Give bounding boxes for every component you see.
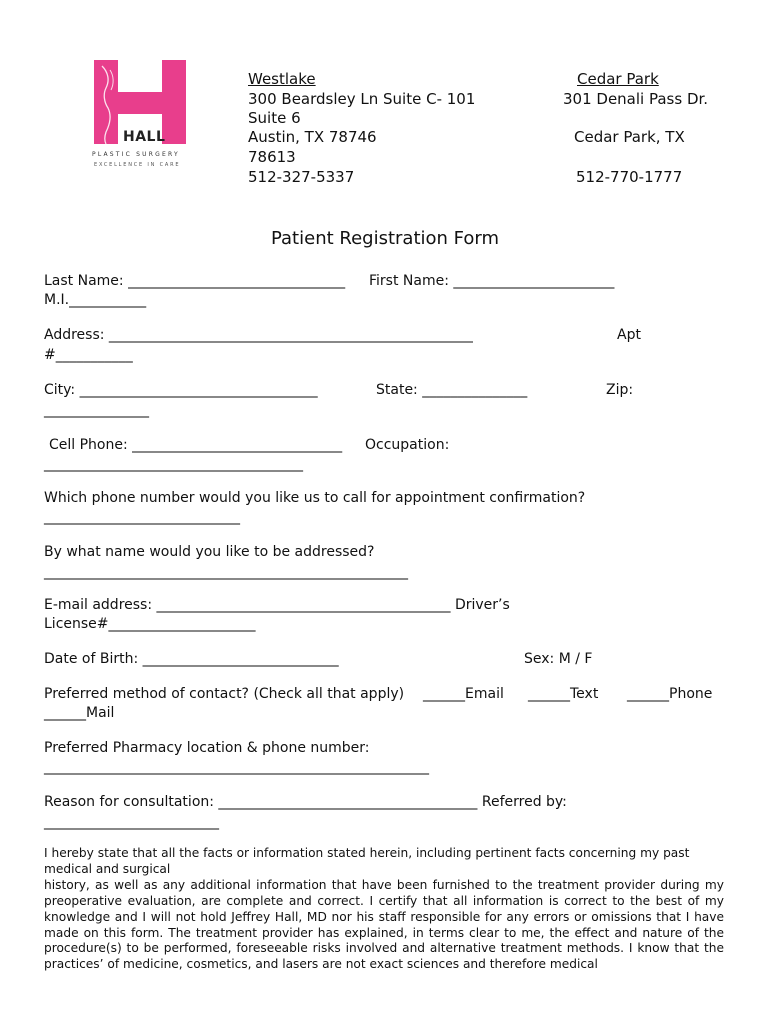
zip-field[interactable]: _______________ — [44, 402, 149, 418]
referred-by-field[interactable]: _________________________ — [44, 814, 219, 830]
contact-phone-option[interactable]: ______Phone — [627, 686, 713, 702]
consent-line: I hereby state that all the facts or information stated herein, including pertinent facts concerning my past medical and surgical — [44, 846, 690, 876]
occupation-label: Occupation: — [365, 437, 450, 453]
cedar-park-address-line: 301 Denali Pass Dr. — [563, 90, 709, 108]
hall-plastic-surgery-logo — [88, 58, 194, 173]
contact-method-question: Preferred method of contact? (Check all that apply) — [44, 686, 405, 702]
date-of-birth-field[interactable]: Date of Birth: ____________________________ — [44, 651, 339, 667]
contact-text-option[interactable]: ______Text — [528, 686, 599, 702]
westlake-address-line: Austin, TX 78746 — [248, 128, 377, 146]
cedar-park-phone: 512-770-1777 — [576, 168, 683, 186]
consultation-reason-field[interactable]: Reason for consultation: _____________________________________ Referred by: — [44, 794, 567, 810]
first-name-field[interactable]: First Name: _______________________ — [369, 273, 615, 289]
contact-mail-option[interactable]: ______Mail — [44, 705, 115, 721]
zip-label: Zip: — [606, 382, 634, 398]
contact-email-option[interactable]: ______Email — [423, 686, 504, 702]
cedar-park-address-line: Cedar Park, TX — [574, 128, 685, 146]
state-field[interactable]: State: _______________ — [376, 382, 528, 398]
cedar-park-heading: Cedar Park — [577, 70, 659, 88]
middle-initial-field[interactable]: M.I.___________ — [44, 292, 147, 308]
westlake-address-line: Suite 6 — [248, 109, 301, 127]
preferred-name-question: By what name would you like to be addressed? — [44, 544, 375, 560]
logo-tagline: PLASTIC SURGERY — [92, 151, 180, 158]
drivers-license-field[interactable]: License#_____________________ — [44, 616, 256, 632]
occupation-field[interactable]: _____________________________________ — [44, 456, 303, 472]
westlake-phone: 512-327-5337 — [248, 168, 355, 186]
logo-subtagline: EXCELLENCE IN CARE — [94, 162, 181, 168]
apt-label: Apt — [617, 327, 641, 343]
pharmacy-field[interactable]: _______________________________________________________ — [44, 759, 429, 775]
sex-field[interactable]: Sex: M / F — [524, 651, 593, 667]
email-field[interactable]: E-mail address: __________________________________________ Driver’s — [44, 597, 510, 613]
confirmation-phone-question: Which phone number would you like us to call for appointment confirmation? — [44, 490, 586, 506]
form-title: Patient Registration Form — [270, 228, 499, 249]
consent-statement — [44, 846, 724, 973]
address-field[interactable]: Address: ____________________________________________________ — [44, 327, 473, 343]
confirmation-phone-field[interactable]: ____________________________ — [44, 509, 240, 525]
westlake-address-line: 78613 — [248, 148, 296, 166]
pharmacy-question: Preferred Pharmacy location & phone number: — [44, 740, 370, 756]
logo-name: HALL — [123, 129, 166, 145]
last-name-field[interactable]: Last Name: _______________________________ — [44, 273, 346, 289]
preferred-name-field[interactable]: ____________________________________________________ — [44, 564, 408, 580]
apt-field[interactable]: #___________ — [44, 347, 133, 363]
consent-paragraph: history, as well as any additional information that have been furnished to the treatment provider during my preoperative evaluation, are complete and correct. I certify that all information is correct to the best of my knowledge and I will not hold Jeffrey Hall, MD nor his staff responsible for any errors or omissions that I have made on this form. The treatment provider has explained, in terms clear to me, the effect and nature of the procedure(s) to be performed, foreseeable risks involved and alternative treatment methods. I know that the practices’ of medicine, cosmetics, and lasers are not exact sciences and therefore medical — [44, 877, 724, 972]
westlake-heading: Westlake — [248, 70, 316, 88]
cell-phone-field[interactable]: Cell Phone: ______________________________ — [49, 437, 343, 453]
city-field[interactable]: City: __________________________________ — [44, 382, 318, 398]
westlake-address-line: 300 Beardsley Ln Suite C- 101 — [248, 90, 476, 108]
